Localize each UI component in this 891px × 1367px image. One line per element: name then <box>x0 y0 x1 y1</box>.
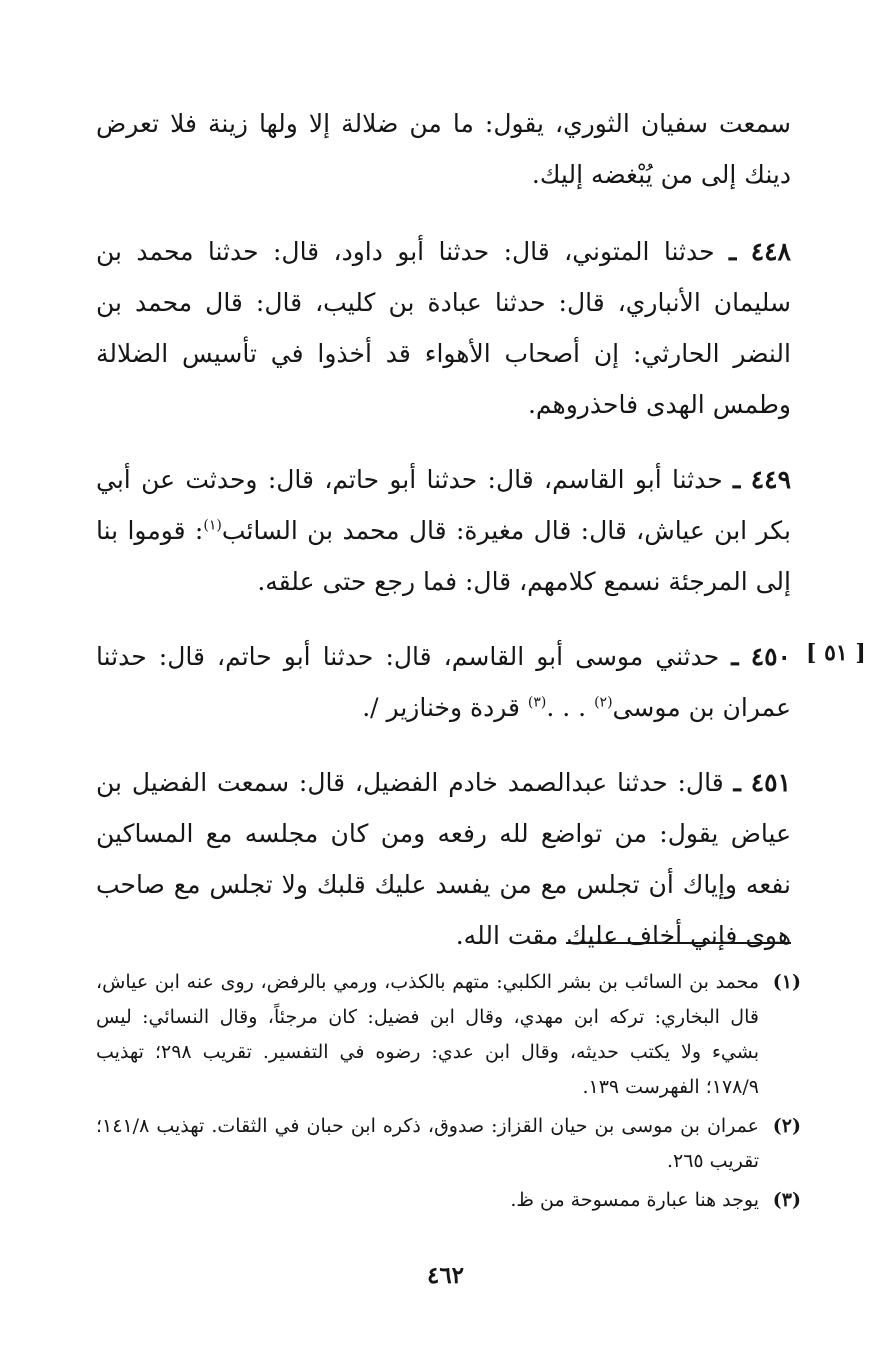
footnote-separator <box>566 942 791 944</box>
footnote-item <box>96 965 801 1105</box>
footnote-reference: (٣) <box>527 694 547 711</box>
paragraph-text: حدثنا أبو القاسم، قال: حدثنا أبو حاتم، قال: وحدثت عن أبي بكر ابن عياش، قال: قال مغيرة: قال محمد بن السائب <box>96 465 791 545</box>
footnote-reference: (١) <box>203 517 222 534</box>
number-dash: ـ <box>733 465 741 494</box>
hadith-number: ٤٥١ <box>750 768 792 797</box>
footnotes <box>96 965 801 1222</box>
footnote-text: عمران بن موسى بن حيان القزاز: صدوق، ذكره ابن حبان في الثقات. تهذيب ١٤١/٨؛ تقريب ٢٦٥. <box>96 1115 759 1172</box>
footnote-mark: (٣) <box>772 1189 801 1211</box>
number-dash: ـ <box>728 237 737 266</box>
paragraph-text: قال: حدثنا عبدالصمد خادم الفضيل، قال: سمعت الفضيل بن عياض يقول: من تواضع لله رفعه ومن كان مجلسه مع المساكين نفعه وإياك أن تجلس مع من يفسد عليك قلبك ولا تجلس مع صاحب هوى فإني أخاف عليك مقت الله. <box>96 768 791 950</box>
ellipsis: . . . <box>546 693 587 722</box>
footnote-item <box>96 1183 801 1218</box>
page-number: ٤٦٢ <box>426 1262 465 1289</box>
number-dash: ـ <box>731 642 739 671</box>
footnote-text: محمد بن السائب بن بشر الكلبي: متهم بالكذب، ورمي بالرفض، روى عنه ابن عياش، قال البخاري: تركه ابن مهدي، وقال ابن فضيل: كان مرجئاً، وقال النسائي: ليس بشيء ولا يكتب حديثه، وقال ابن عدي: رضوه في التفسير. تقريب ٢٩٨؛ تهذيب ١٧٨/٩؛ الفهرست ١٣٩. <box>96 971 760 1098</box>
paragraph-continuation <box>96 98 791 200</box>
paragraph-450 <box>96 631 791 733</box>
footnote-text: يوجد هنا عبارة ممسوحة من ظ. <box>510 1189 759 1211</box>
paragraph-text: قردة وخنازير /. <box>362 693 528 722</box>
paragraph-448 <box>96 226 791 430</box>
footnote-reference: (٢) <box>594 694 613 711</box>
footnote-mark: (٢) <box>772 1115 801 1137</box>
main-text <box>96 98 791 985</box>
manuscript-folio-marker: [ ٥١ ] <box>806 640 866 666</box>
number-dash: ـ <box>733 768 741 797</box>
paragraph-text: : قوموا بنا إلى المرجئة نسمع كلامهم، قال: فما رجع حتى علقه. <box>96 516 791 596</box>
hadith-number: ٤٥٠ <box>750 642 791 671</box>
paragraph-451 <box>96 757 791 961</box>
paragraph-text: حدثني موسى أبو القاسم، قال: حدثنا أبو حاتم، قال: حدثنا عمران بن موسى <box>96 642 791 722</box>
footnote-mark: (١) <box>772 971 801 993</box>
paragraph-text: سمعت سفيان الثوري، يقول: ما من ضلالة إلا ولها زينة فلا تعرض دينك إلى من يُبْغضه إليك. <box>96 109 791 189</box>
paragraph-text: حدثنا المتوني، قال: حدثنا أبو داود، قال: حدثنا محمد بن سليمان الأنباري، قال: حدثنا عبادة بن كليب، قال: قال محمد بن النضر الحارثي: إن أصحاب الأهواء قد أخذوا في تأسيس الضلالة وطمس الهدى فاحذروهم. <box>96 237 791 419</box>
footnote-item <box>96 1109 801 1179</box>
hadith-number: ٤٤٩ <box>750 465 792 494</box>
hadith-number: ٤٤٨ <box>750 237 791 266</box>
paragraph-449 <box>96 454 791 607</box>
